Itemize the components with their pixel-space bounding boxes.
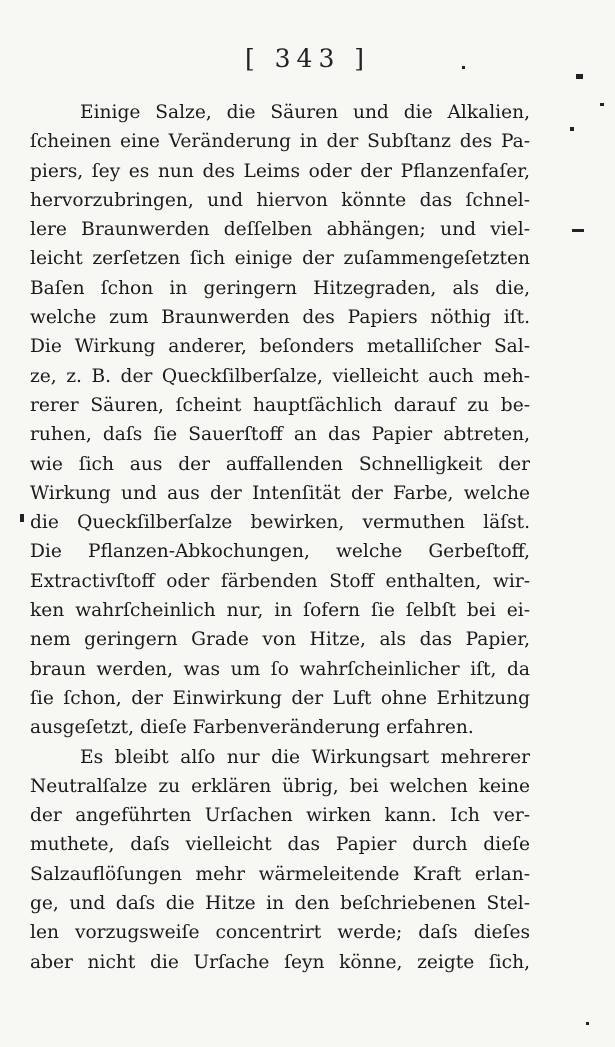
text-line: piers, ſey es nun des Leims oder der Pflanzenfaſer,	[30, 160, 530, 182]
text-line: rerer Säuren, ſcheint hauptſächlich darauf zu be-	[30, 394, 530, 416]
text-line: ze, z. B. der Queckſilberſalze, vielleicht auch meh-	[30, 365, 530, 387]
text-line: ſcheinen eine Veränderung in der Subſtanz des Pa-	[30, 131, 530, 153]
scan-mark	[20, 514, 24, 522]
text-line: Neutralſalze zu erklären übrig, bei welchen keine	[30, 775, 530, 797]
body-text	[30, 98, 530, 977]
text-line: lere Braunwerden deſſelben abhängen; und viel-	[30, 219, 530, 241]
text-line: ge, und daſs die Hitze in den beſchriebenen Stel-	[30, 893, 530, 915]
text-line: nem geringern Grade von Hitze, als das Papier,	[30, 629, 530, 651]
text-line: ken wahrſcheinlich nur, in ſofern ſie ſelbſt bei ei-	[30, 600, 530, 622]
text-line: braun werden, was um ſo wahrſcheinlicher iſt, da	[30, 658, 530, 680]
text-line: ſie ſchon, der Einwirkung der Luft ohne Erhitzung	[30, 687, 530, 709]
scan-mark	[570, 127, 574, 131]
scan-mark	[576, 74, 583, 79]
scan-mark	[600, 103, 604, 106]
text-line: Salzauflöſungen mehr wärmeleitende Kraft erlan-	[30, 863, 530, 885]
text-line: der angeführten Urſachen wirken kann. Ich ver-	[30, 805, 530, 827]
text-line: Es bleibt alſo nur die Wirkungsart mehrerer	[80, 746, 530, 768]
scan-mark	[586, 1022, 589, 1025]
text-line: Einige Salze, die Säuren und die Alkalien,	[80, 102, 530, 123]
scan-mark	[462, 66, 465, 69]
text-line: Die Wirkung anderer, beſonders metalliſcher Sal-	[30, 336, 530, 358]
text-line: aber nicht die Urſache ſeyn könne, zeigte ſich,	[30, 951, 530, 973]
text-line: wie ſich aus der auffallenden Schnelligkeit der	[30, 453, 530, 475]
text-line: Wirkung und aus der Intenſität der Farbe, welche	[30, 482, 530, 504]
text-line: Baſen ſchon in geringern Hitzegraden, als die,	[30, 277, 530, 299]
text-line: ruhen, daſs ſie Sauerſtoff an das Papier abtreten,	[30, 424, 530, 446]
text-line: len vorzugsweiſe concentrirt werde; daſs dieſes	[30, 922, 530, 944]
text-line: ausgeſetzt, dieſe Farbenveränderung erfahren.	[30, 717, 474, 739]
text-line: muthete, daſs vielleicht das Papier durch dieſe	[30, 834, 530, 856]
text-line: welche zum Braunwerden des Papiers nöthig iſt.	[30, 307, 530, 329]
page-number: [ 343 ]	[244, 44, 371, 73]
text-line: hervorzubringen, und hiervon könnte das ſchnel-	[30, 189, 530, 211]
scan-mark	[572, 229, 584, 232]
text-line: Die Pflanzen-Abkochungen, welche Gerbeſtoff,	[30, 541, 530, 563]
text-line: die Queckſilberſalze bewirken, vermuthen läſst.	[30, 512, 530, 534]
text-line: leicht zerſetzen ſich einige der zuſammengeſetzten	[30, 248, 530, 270]
text-line: Extractivſtoff oder färbenden Stoff enthalten, wir-	[30, 570, 530, 592]
